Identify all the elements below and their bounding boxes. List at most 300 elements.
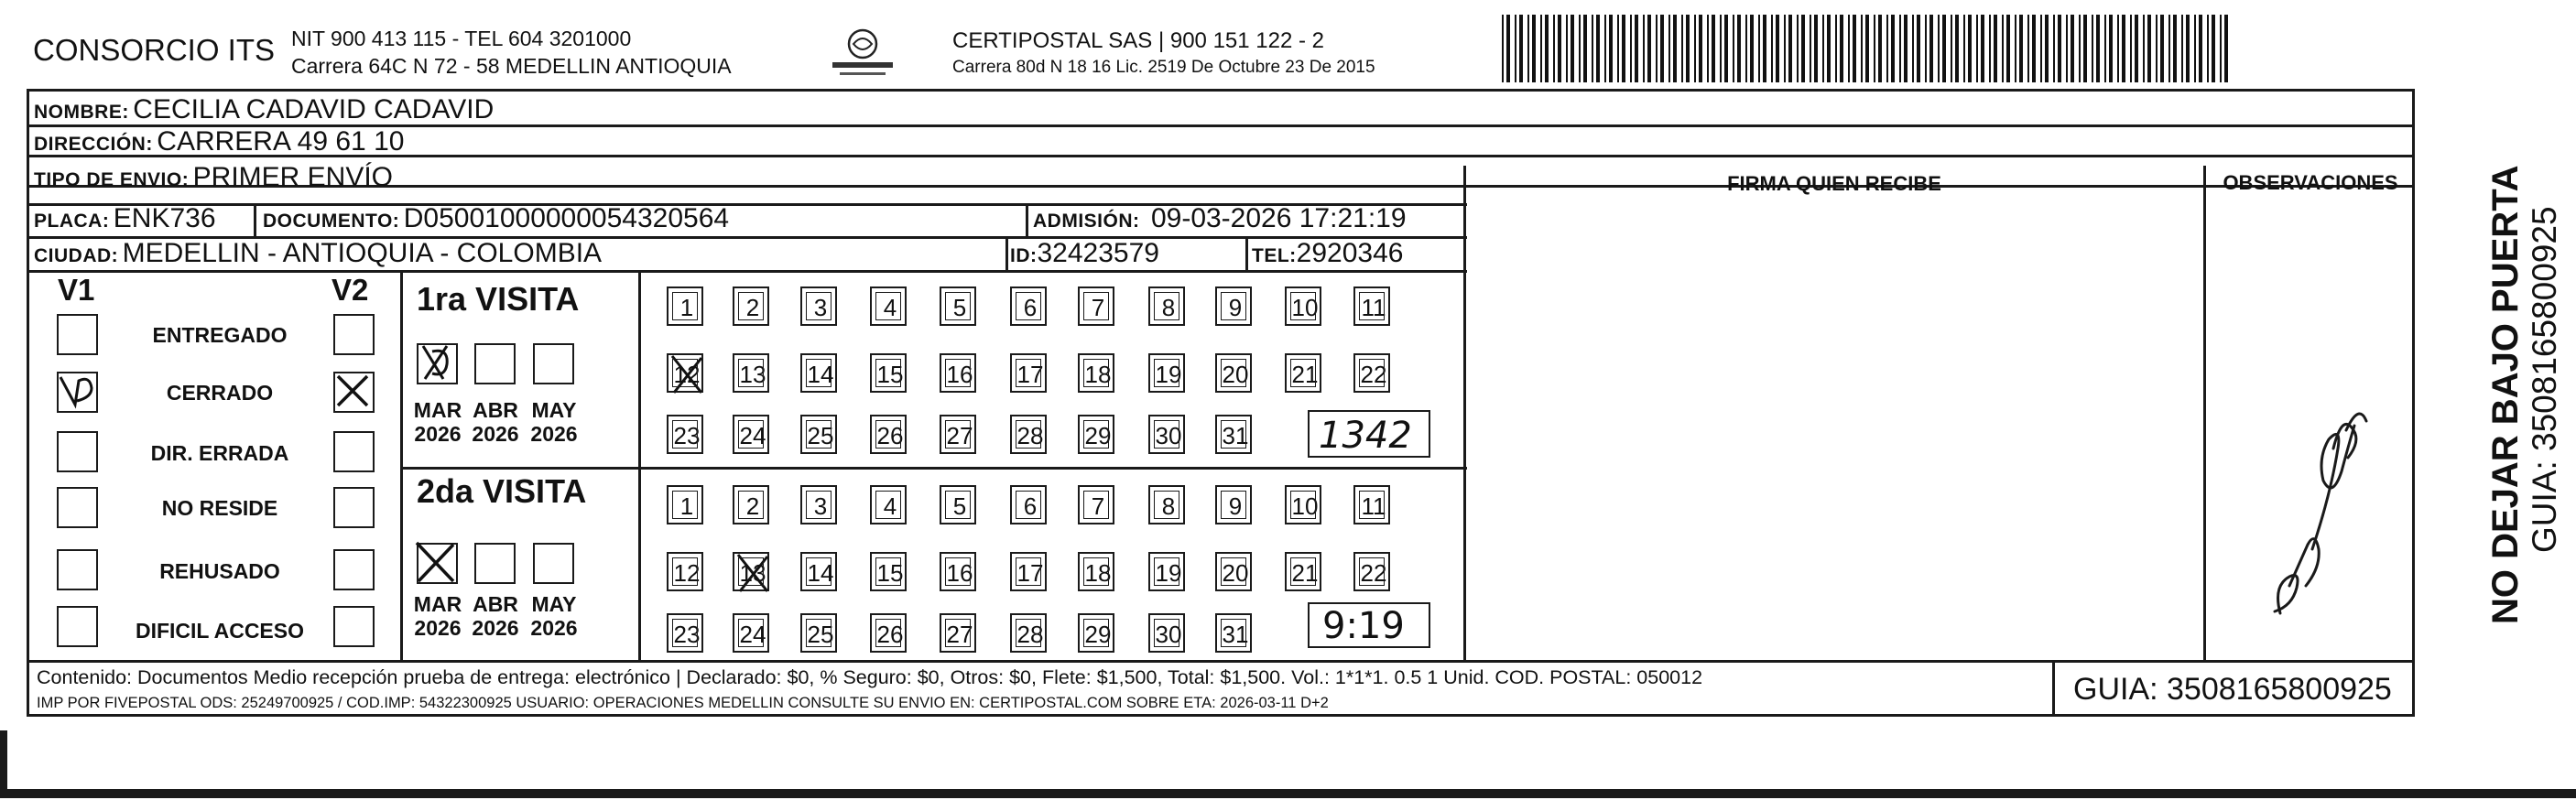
barcode-bar	[1596, 15, 1600, 82]
visit2-year-abr: 2026	[472, 616, 519, 641]
barcode-bar	[1532, 15, 1536, 82]
barcode-bar	[1776, 15, 1779, 82]
barcode-bar	[1558, 15, 1561, 82]
visit1-day-box[interactable]	[667, 415, 703, 454]
visit1-day-number: 3	[813, 294, 828, 321]
visit1-day-number: 27	[946, 422, 973, 449]
visit1-year-abr: 2026	[472, 422, 519, 447]
visit1-day-number: 19	[1155, 361, 1182, 388]
v2-label: V2	[332, 273, 369, 307]
visit2-day-number: 5	[952, 492, 967, 520]
barcode-bar	[1681, 15, 1683, 82]
operator-license: Carrera 80d N 18 16 Lic. 2519 De Octubre 23 De 2015	[952, 58, 1375, 77]
visit2-day-number: 27	[946, 621, 973, 648]
barcode-bar	[1938, 15, 1940, 82]
visit2-day-box[interactable]	[1010, 485, 1047, 524]
visit1-time: 1342	[1319, 415, 1412, 457]
visit1-day-box[interactable]	[667, 286, 703, 326]
visit2-day-box[interactable]	[1148, 485, 1185, 524]
barcode-bar	[2186, 15, 2190, 82]
visit1-day-number: 23	[673, 422, 701, 449]
visit1-day-box[interactable]	[733, 286, 769, 326]
v1-dificil-acceso-checkbox[interactable]	[57, 606, 98, 647]
visit2-day-box[interactable]	[940, 552, 976, 591]
barcode-bar	[1527, 15, 1529, 82]
barcode-bar	[1788, 15, 1792, 82]
barcode-bar	[2104, 15, 2106, 82]
visit1-day-number: 2	[745, 294, 760, 321]
barcode-bar	[2109, 15, 2113, 82]
barcode-bar	[2096, 15, 2100, 82]
visit1-day-box[interactable]	[1285, 353, 1321, 393]
visit2-day-box[interactable]	[870, 552, 907, 591]
barcode-bar	[1865, 15, 1869, 82]
visit1-day-number: 15	[876, 361, 904, 388]
footer-print-info: IMP POR FIVEPOSTAL ODS: 25249700925 / COD.IMP: 54322300925 USUARIO: OPERACIONES MEDELLIN CONSULTE SU ENVIO EN: CERTIPOSTAL.COM SOBRE ETA: 2026-03-11 D+2	[37, 695, 1329, 711]
barcode-bar	[1912, 15, 1914, 82]
visit1-day-box[interactable]	[940, 286, 976, 326]
v1-dir-errada-checkbox[interactable]	[57, 431, 98, 472]
visit2-day-number: 30	[1155, 621, 1182, 648]
visit2-day-number: 20	[1222, 559, 1249, 587]
visit2-day-box[interactable]	[1353, 552, 1390, 591]
visit2-day-number: 6	[1023, 492, 1038, 520]
barcode-bar	[1579, 15, 1581, 82]
visit1-day-number: 28	[1016, 422, 1044, 449]
direccion-value: CARRERA 49 61 10	[157, 126, 405, 157]
barcode-bar	[2168, 15, 2170, 82]
visit1-day-number: 13	[739, 361, 766, 388]
id-label: ID:	[1010, 245, 1038, 266]
visit2-day-box[interactable]	[733, 485, 769, 524]
visit2-month-mar: MAR	[413, 592, 462, 616]
barcode-bar	[1553, 15, 1555, 82]
barcode-bar	[2092, 15, 2093, 82]
visit1-day-number: 30	[1155, 422, 1182, 449]
firma-label: FIRMA QUIEN RECIBE	[1727, 172, 1941, 195]
visit1-day-box[interactable]	[1148, 286, 1185, 326]
visit1-day-box[interactable]	[1353, 353, 1390, 393]
nombre-label: NOMBRE:	[34, 102, 129, 123]
visit1-day-box[interactable]	[870, 286, 907, 326]
visit2-day-box[interactable]	[870, 485, 907, 524]
visit2-time-box[interactable]	[1308, 602, 1430, 648]
visit2-day-number: 8	[1161, 492, 1176, 520]
barcode-bar	[1750, 15, 1754, 82]
status-option-cerrado: CERRADO	[166, 381, 274, 405]
barcode-bar	[1515, 15, 1516, 82]
barcode-bar	[1963, 15, 1965, 82]
admision-value: 09-03-2026 17:21:19	[1150, 203, 1407, 233]
barcode-bar	[2156, 15, 2158, 82]
barcode-bar	[2079, 15, 2081, 82]
visit2-day-number: 7	[1091, 492, 1105, 520]
visit2-day-box[interactable]	[667, 613, 703, 653]
barcode-bar	[2212, 15, 2215, 82]
visit2-day-box[interactable]	[1010, 613, 1047, 653]
barcode-bar	[2199, 15, 2202, 82]
barcode-bar	[1886, 15, 1888, 82]
visit1-day-number: 16	[946, 361, 973, 388]
barcode-bar	[1745, 15, 1747, 82]
visit1-day-number: 21	[1291, 361, 1319, 388]
visit2-day-number: 26	[876, 621, 904, 648]
barcode-bar	[1506, 15, 1510, 82]
visit2-month-may: MAY	[531, 592, 577, 616]
barcode-bar	[1643, 15, 1645, 82]
barcode-bar	[1835, 15, 1837, 82]
visit2-day-box[interactable]	[1148, 613, 1185, 653]
visit1-day-number: 18	[1084, 361, 1112, 388]
barcode-bar	[1891, 15, 1895, 82]
visit2-day-number: 9	[1228, 492, 1243, 520]
visit2-month-abr: ABR	[473, 592, 518, 616]
barcode-bar	[2002, 15, 2004, 82]
visit1-day-number: 5	[952, 294, 967, 321]
barcode-bar	[1994, 15, 1997, 82]
barcode-bar	[2040, 15, 2042, 82]
direccion-label: DIRECCIÓN:	[34, 134, 153, 155]
barcode-bar	[1797, 15, 1799, 82]
visit1-month-abr-checkbox[interactable]	[474, 343, 516, 384]
tipo-envio-label: TIPO DE ENVIO:	[34, 169, 190, 190]
barcode-bar	[1861, 15, 1863, 82]
barcode-bar	[1707, 15, 1709, 82]
visit2-day-number: 2	[745, 492, 760, 520]
visit2-day-box[interactable]	[733, 613, 769, 653]
visit2-day-box[interactable]	[940, 613, 976, 653]
admision-label: ADMISIÓN:	[1033, 211, 1140, 232]
barcode-bar	[1540, 15, 1542, 82]
barcode-bar	[1810, 15, 1811, 82]
barcode-bar	[2173, 15, 2177, 82]
barcode-bar	[1571, 15, 1574, 82]
visit2-month-abr-checkbox[interactable]	[474, 543, 516, 584]
day-mark-icon	[733, 551, 773, 595]
barcode-bar	[1904, 15, 1908, 82]
barcode-bar	[1814, 15, 1818, 82]
visit2-day-number: 11	[1361, 492, 1386, 520]
visit1-day-box[interactable]	[800, 353, 837, 393]
nombre-value: CECILIA CADAVID CADAVID	[133, 94, 495, 124]
side-warning: NO DEJAR BAJO PUERTA	[2485, 165, 2526, 624]
placa-value: ENK736	[113, 203, 216, 233]
visit2-day-box[interactable]	[1078, 552, 1114, 591]
barcode-bar	[1635, 15, 1638, 82]
visit1-day-number: 17	[1016, 361, 1044, 388]
barcode-bar	[1801, 15, 1805, 82]
barcode-bar	[1699, 15, 1702, 82]
barcode-bar	[1724, 15, 1728, 82]
visit1-day-box[interactable]	[1078, 286, 1114, 326]
barcode-bar	[2117, 15, 2119, 82]
visit1-month-abr: ABR	[473, 398, 518, 422]
status-option-dir-errada: DIR. ERRADA	[150, 441, 289, 465]
visit1-day-box[interactable]	[1148, 353, 1185, 393]
visit2-day-box[interactable]	[1285, 485, 1321, 524]
barcode-bar	[1784, 15, 1786, 82]
barcode-bar	[1925, 15, 1927, 82]
barcode-bar	[1656, 15, 1658, 82]
v1-entregado-checkbox[interactable]	[57, 314, 98, 355]
barcode-bar	[1502, 15, 1504, 82]
barcode-bar	[1712, 15, 1715, 82]
visit2-day-number: 3	[813, 492, 828, 520]
visit1-day-number: 10	[1291, 294, 1319, 321]
visit2-day-number: 28	[1016, 621, 1044, 648]
visit1-day-number: 7	[1091, 294, 1105, 321]
barcode-bar	[1848, 15, 1850, 82]
tel-value: 2920346	[1296, 238, 1404, 268]
barcode-bar	[1519, 15, 1523, 82]
certipostal-logo-icon	[829, 26, 897, 81]
visit2-day-box[interactable]	[1215, 552, 1252, 591]
barcode-bar	[1840, 15, 1843, 82]
visit1-day-number: 25	[807, 422, 834, 449]
visit1-title: 1ra VISITA	[417, 280, 580, 318]
documento-label: DOCUMENTO:	[263, 211, 400, 232]
v2-no-reside-checkbox[interactable]	[333, 487, 375, 528]
visit2-day-box[interactable]	[1353, 485, 1390, 524]
barcode-bar	[1917, 15, 1920, 82]
barcode-bar	[1758, 15, 1760, 82]
visit2-day-number: 16	[946, 559, 973, 587]
company-nit: NIT 900 413 115 - TEL 604 3201000	[291, 27, 632, 50]
v2-cerrado-checkbox[interactable]	[333, 372, 375, 413]
company-address: Carrera 64C N 72 - 58 MEDELLIN ANTIOQUIA	[291, 54, 732, 78]
visit1-day-box[interactable]	[870, 353, 907, 393]
barcode-bar	[1976, 15, 1978, 82]
v1-no-reside-checkbox[interactable]	[57, 487, 98, 528]
visit2-day-number: 4	[883, 492, 897, 520]
footer-guia: GUIA: 3508165800925	[2073, 672, 2392, 707]
barcode-bar	[2053, 15, 2055, 82]
barcode-bar	[1566, 15, 1568, 82]
visit2-year-mar: 2026	[414, 616, 462, 641]
barcode	[1502, 15, 2234, 82]
barcode-bar	[1981, 15, 1984, 82]
visit1-day-box[interactable]	[1215, 286, 1252, 326]
visit2-day-box[interactable]	[1078, 613, 1114, 653]
barcode-bar	[1968, 15, 1972, 82]
barcode-bar	[1955, 15, 1959, 82]
visit2-day-box[interactable]	[667, 485, 703, 524]
visit2-day-box[interactable]	[940, 485, 976, 524]
barcode-bar	[1668, 15, 1670, 82]
visit2-day-box[interactable]	[1215, 613, 1252, 653]
visit1-day-box[interactable]	[940, 415, 976, 454]
visit2-day-number: 14	[807, 559, 834, 587]
left-border	[0, 730, 7, 795]
barcode-bar	[1733, 15, 1734, 82]
barcode-bar	[1694, 15, 1696, 82]
barcode-bar	[1942, 15, 1946, 82]
visit2-day-number: 18	[1084, 559, 1112, 587]
barcode-bar	[1630, 15, 1632, 82]
visit2-day-box[interactable]	[1078, 485, 1114, 524]
barcode-bar	[1604, 15, 1606, 82]
barcode-bar	[1660, 15, 1664, 82]
observaciones-label: OBSERVACIONES	[2223, 171, 2398, 194]
visit1-day-box[interactable]	[1215, 353, 1252, 393]
visit2-day-number: 15	[876, 559, 904, 587]
barcode-bar	[1737, 15, 1741, 82]
barcode-bar	[1686, 15, 1690, 82]
visit1-day-box[interactable]	[1353, 286, 1390, 326]
v2-dir-errada-checkbox[interactable]	[333, 431, 375, 472]
operator-name: CERTIPOSTAL SAS | 900 151 122 - 2	[952, 28, 1324, 53]
visit2-day-box[interactable]	[1285, 552, 1321, 591]
barcode-bar	[2015, 15, 2016, 82]
barcode-bar	[1827, 15, 1831, 82]
v2-dificil-acceso-checkbox[interactable]	[333, 606, 375, 647]
barcode-bar	[2006, 15, 2010, 82]
placa-label: PLACA:	[34, 211, 110, 232]
v1-rehusado-checkbox[interactable]	[57, 549, 98, 590]
status-option-no-reside: NO RESIDE	[161, 496, 278, 520]
visit1-day-box[interactable]	[1010, 353, 1047, 393]
barcode-bar	[2032, 15, 2036, 82]
visit2-day-box[interactable]	[733, 552, 769, 591]
visit1-day-number: 14	[807, 361, 834, 388]
visit2-day-number: 25	[807, 621, 834, 648]
barcode-bar	[2066, 15, 2068, 82]
visit1-day-box[interactable]	[1148, 415, 1185, 454]
visit2-day-number: 12	[673, 559, 701, 587]
visit1-day-box[interactable]	[1078, 415, 1114, 454]
visit1-day-box[interactable]	[870, 415, 907, 454]
visit1-time-box[interactable]	[1308, 410, 1430, 458]
visit2-year-may: 2026	[530, 616, 578, 641]
barcode-bar	[2224, 15, 2228, 82]
barcode-bar	[1989, 15, 1991, 82]
barcode-bar	[1853, 15, 1856, 82]
visit2-day-number: 10	[1291, 492, 1319, 520]
visit1-day-box[interactable]	[1078, 353, 1114, 393]
visit1-month-may: MAY	[531, 398, 577, 422]
visit1-day-box[interactable]	[1010, 415, 1047, 454]
bottom-border	[0, 789, 2576, 798]
barcode-bar	[2135, 15, 2138, 82]
visit2-day-number: 13	[739, 559, 766, 587]
visit1-day-number: 1	[679, 294, 694, 321]
v1-cerrado-checkbox[interactable]	[57, 372, 98, 413]
visit1-day-box[interactable]	[800, 286, 837, 326]
barcode-bar	[1592, 15, 1593, 82]
visit1-month-may-checkbox[interactable]	[533, 343, 574, 384]
visit2-month-mar-checkbox[interactable]	[417, 543, 458, 584]
visit2-title: 2da VISITA	[417, 472, 587, 510]
barcode-bar	[1763, 15, 1766, 82]
barcode-bar	[1673, 15, 1677, 82]
visit2-day-number: 22	[1360, 559, 1387, 587]
visit1-day-box[interactable]	[940, 353, 976, 393]
visit1-month-mar: MAR	[413, 398, 462, 422]
barcode-bar	[2019, 15, 2023, 82]
visit1-day-number: 24	[739, 422, 766, 449]
side-guia: GUIA: 3508165800925	[2526, 206, 2563, 553]
id-value: 32423579	[1037, 238, 1159, 268]
visit2-day-number: 17	[1016, 559, 1044, 587]
barcode-bar	[2027, 15, 2029, 82]
visit1-day-box[interactable]	[1010, 286, 1047, 326]
visit1-day-box[interactable]	[1215, 415, 1252, 454]
barcode-bar	[2122, 15, 2125, 82]
visit2-day-box[interactable]	[800, 485, 837, 524]
barcode-bar	[1874, 15, 1875, 82]
barcode-bar	[1878, 15, 1882, 82]
visit1-day-box[interactable]	[667, 353, 703, 393]
v1-label: V1	[58, 273, 95, 307]
barcode-bar	[2147, 15, 2151, 82]
barcode-bar	[1951, 15, 1952, 82]
visit2-day-box[interactable]	[800, 552, 837, 591]
barcode-bar	[2207, 15, 2209, 82]
ciudad-value: MEDELLIN - ANTIOQUIA - COLOMBIA	[122, 238, 603, 268]
visit2-day-box[interactable]	[870, 613, 907, 653]
visit1-day-number: 8	[1161, 294, 1176, 321]
visit1-day-number: 9	[1228, 294, 1243, 321]
barcode-bar	[1822, 15, 1824, 82]
status-option-entregado: ENTREGADO	[152, 323, 288, 347]
barcode-bar	[2181, 15, 2183, 82]
barcode-bar	[1545, 15, 1549, 82]
visit1-day-number: 6	[1023, 294, 1038, 321]
visit1-day-number: 4	[883, 294, 897, 321]
visit2-day-box[interactable]	[1010, 552, 1047, 591]
handwritten-signature	[2225, 293, 2390, 650]
visit1-day-number: 20	[1222, 361, 1249, 388]
visit1-day-number: 12	[673, 361, 701, 388]
footer-contents: Contenido: Documentos Medio recepción prueba de entrega: electrónico | Declarado: $0, % Seguro: $0, Otros: $0, Flete: $1,500, Total: $1,500. Vol.: 1*1*1. 0.5 1 Unid. COD. POSTAL: 050012	[37, 666, 1703, 688]
ciudad-label: CIUDAD:	[34, 245, 119, 266]
barcode-bar	[2160, 15, 2164, 82]
visit1-day-number: 29	[1084, 422, 1112, 449]
barcode-bar	[2071, 15, 2074, 82]
tel-label: TEL:	[1252, 245, 1297, 266]
visit2-day-number: 1	[679, 492, 694, 520]
visit2-day-number: 31	[1222, 621, 1249, 648]
visit1-day-box[interactable]	[733, 353, 769, 393]
barcode-bar	[1617, 15, 1619, 82]
visit2-day-box[interactable]	[667, 552, 703, 591]
barcode-bar	[2194, 15, 2196, 82]
visit2-day-number: 19	[1155, 559, 1182, 587]
barcode-bar	[2220, 15, 2222, 82]
visit1-day-number: 26	[876, 422, 904, 449]
visit1-day-box[interactable]	[1285, 286, 1321, 326]
barcode-bar	[1583, 15, 1587, 82]
visit2-month-may-checkbox[interactable]	[533, 543, 574, 584]
status-option-dificil-acceso: DIFICIL ACCESO	[135, 619, 304, 643]
visit1-day-box[interactable]	[733, 415, 769, 454]
barcode-bar	[2045, 15, 2049, 82]
company-name: CONSORCIO ITS	[33, 33, 276, 67]
barcode-bar	[2083, 15, 2087, 82]
barcode-bar	[1771, 15, 1773, 82]
v2-entregado-checkbox[interactable]	[333, 314, 375, 355]
visit1-month-mar-checkbox[interactable]	[417, 343, 458, 384]
visit2-day-number: 24	[739, 621, 766, 648]
visit2-day-box[interactable]	[1215, 485, 1252, 524]
visit1-day-box[interactable]	[800, 415, 837, 454]
visit2-day-box[interactable]	[800, 613, 837, 653]
tipo-envio-value: PRIMER ENVÍO	[192, 162, 394, 192]
barcode-bar	[1622, 15, 1625, 82]
v2-rehusado-checkbox[interactable]	[333, 549, 375, 590]
visit2-day-number: 29	[1084, 621, 1112, 648]
visit2-day-box[interactable]	[1148, 552, 1185, 591]
